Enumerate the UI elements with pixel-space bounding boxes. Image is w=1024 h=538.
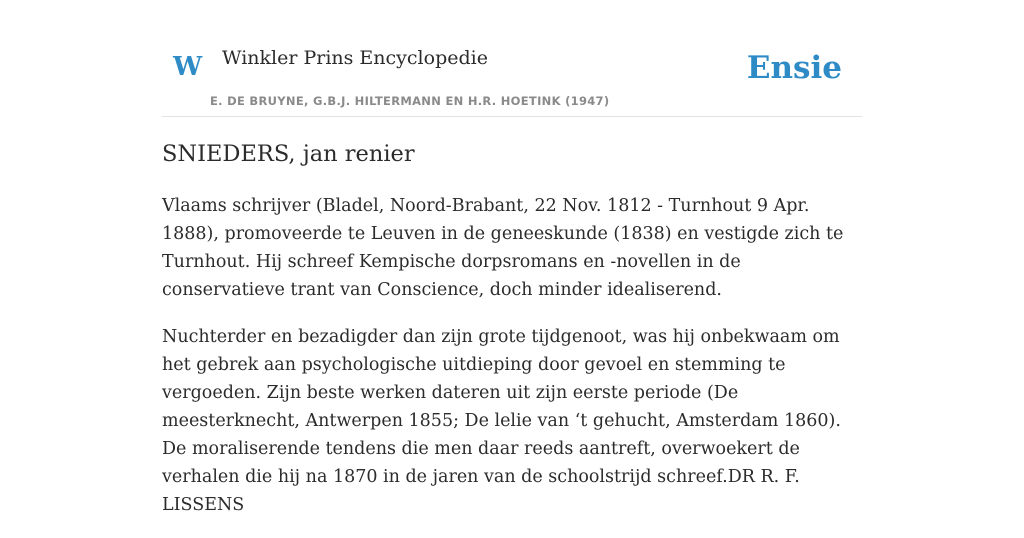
ensie-brand-logo[interactable]: Ensie xyxy=(746,50,842,86)
work-logo-icon[interactable]: W xyxy=(173,52,203,82)
article-body xyxy=(162,138,864,538)
article-paragraph-1: Vlaams schrijver (Bladel, Noord-Brabant, 22 Nov. 1812 - Turnhout 9 Apr. 1888), promoveerde te Leuven in de geneeskunde (1838) en vestigde zich te Turnhout. Hij schreef Kempische dorpsromans en -novellen in de conservatieve trant van Conscience, doch minder idealiserend. xyxy=(162,196,844,300)
page-header xyxy=(162,40,862,117)
article-paragraph-2: Nuchterder en bezadigder dan zijn grote tijdgenoot, was hij onbekwaam om het gebrek aan psychologische uitdieping door gevoel en stemming te vergoeden. Zijn beste werken dateren uit zijn eerste periode (De meesterknecht, Antwerpen 1855; De lelie van ‘t gehucht, Amsterdam 1860). De moraliserende tendens die men daar reeds aantreft, overwoekert de verhalen die hij na 1870 in de jaren van de schoolstrijd schreef.DR R. F. LISSENS xyxy=(162,327,841,515)
article-title: SNIEDERS, jan renier xyxy=(162,141,415,167)
work-title-link[interactable]: Winkler Prins Encyclopedie xyxy=(222,47,488,69)
work-authors: E. DE BRUYNE, G.B.J. HILTERMANN EN H.R. HOETINK (1947) xyxy=(210,94,610,108)
